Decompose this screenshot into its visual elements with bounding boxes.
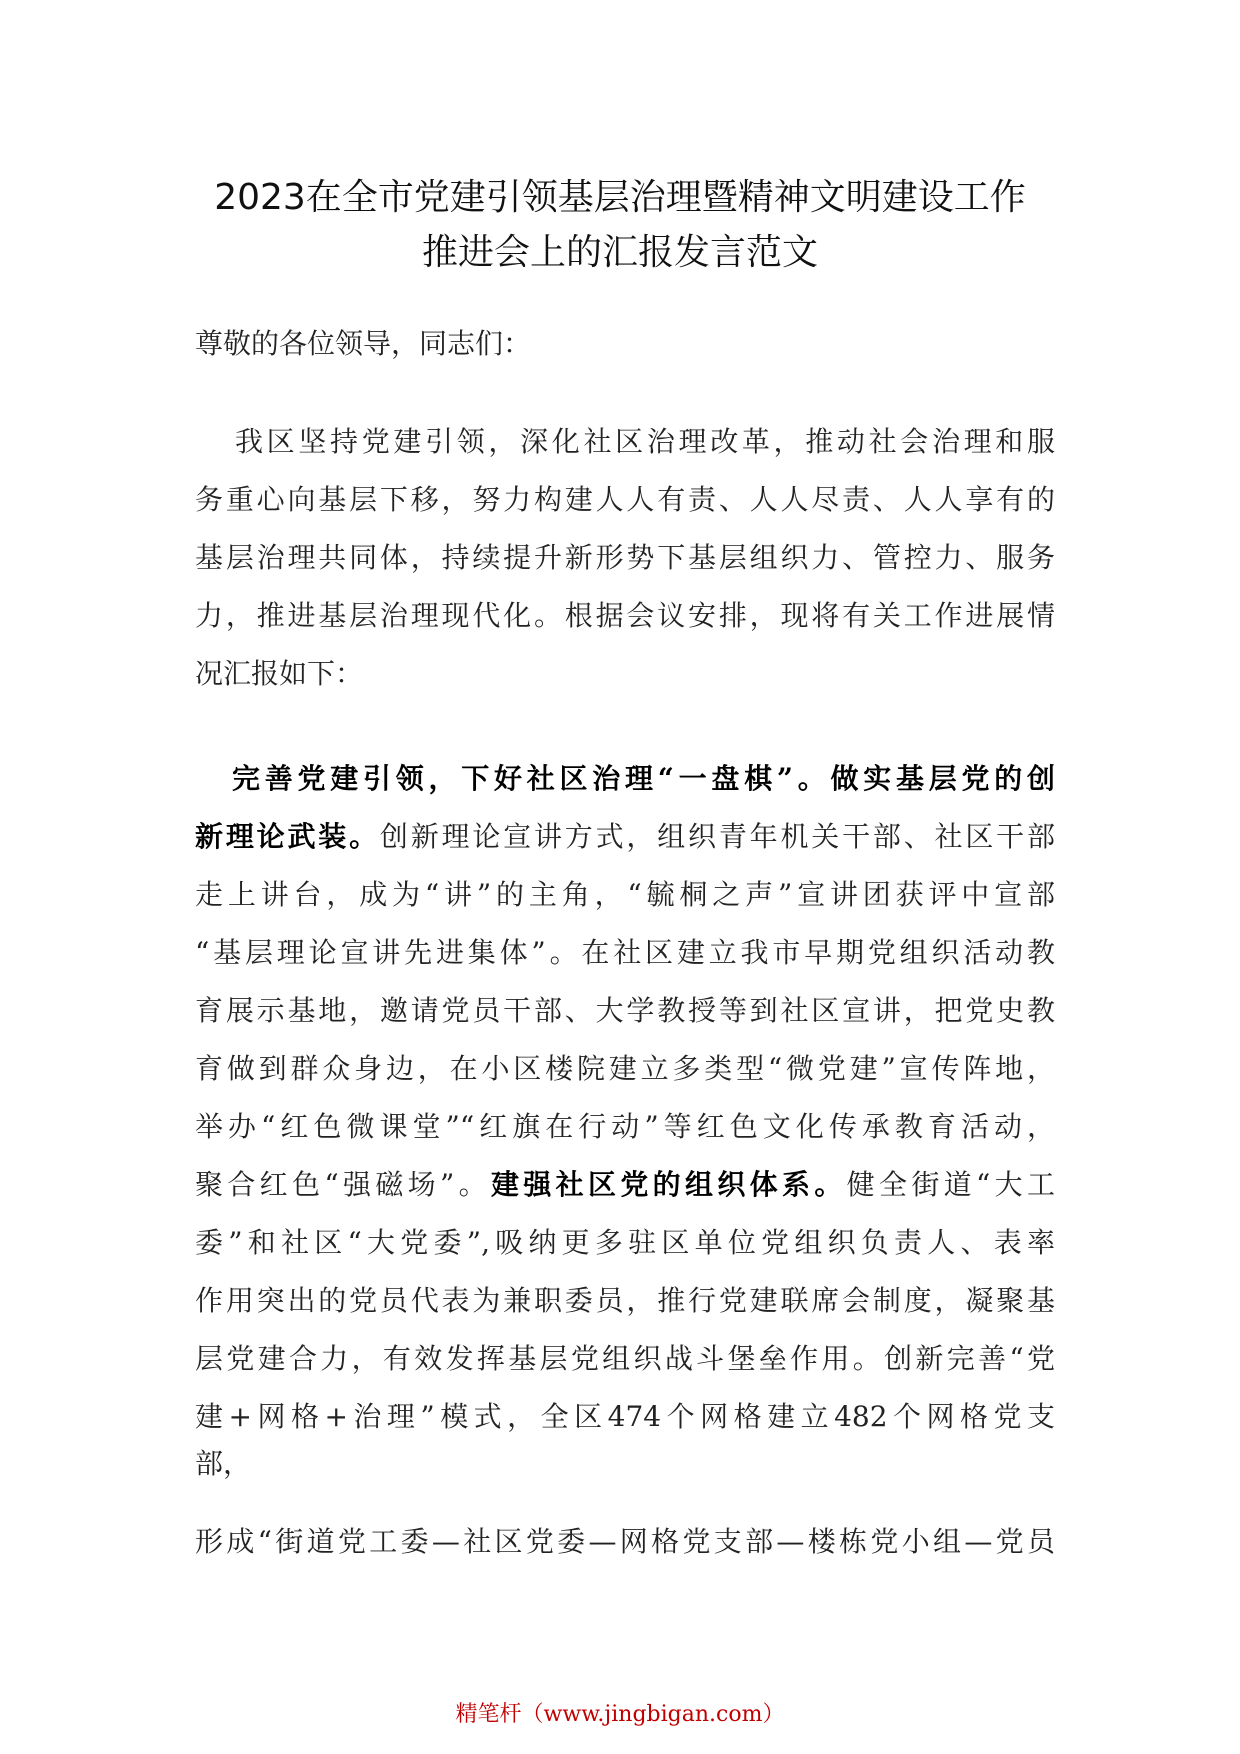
section-heading: 完善党建引领，下好社区治理“一盘棋”。做实基层党的创 [232, 762, 1055, 795]
subheading-organization: 建强社区党的组织体系。 [490, 1168, 847, 1201]
body-line: “基层理论宣讲先进集体”。在社区建立我市早期党组织活动教 [195, 936, 1055, 969]
doc-title-line-1: 2023在全市党建引领基层治理暨精神文明建设工作 [214, 177, 1026, 218]
doc-title-line-2: 推进会上的汇报发言范文 [421, 232, 818, 273]
intro-line: 力，推进基层治理现代化。根据会议安排，现将有关工作进展情 [195, 599, 1055, 632]
body-line: 育展示基地，邀请党员干部、大学教授等到社区宣讲，把党史教 [195, 994, 1055, 1027]
body-text: 健全街道“大工 [846, 1168, 1055, 1201]
body-line [195, 820, 1055, 853]
intro-line: 务重心向基层下移，努力构建人人有责、人人尽责、人人享有的 [195, 483, 1055, 516]
body-line: 走上讲台，成为“讲”的主角，“毓桐之声”宣讲团获评中宣部 [195, 878, 1055, 911]
body-line [195, 1168, 1055, 1201]
body-line: 举办“红色微课堂”“红旗在行动”等红色文化传承教育活动， [195, 1110, 1055, 1143]
body-text: 创新理论宣讲方式，组织青年机关干部、社区干部 [379, 820, 1055, 853]
body-line: 层党建合力，有效发挥基层党组织战斗堡垒作用。创新完善“党 [195, 1342, 1055, 1375]
subheading-theory: 新理论武装。 [195, 820, 380, 853]
footer-watermark: 精笔杆（www.jingbigan.com） [455, 1702, 785, 1727]
body-line: 形成“街道党工委—社区党委—网格党支部—楼栋党小组—党员 [195, 1525, 1055, 1558]
intro-line: 我区坚持党建引领，深化社区治理改革，推动社会治理和服 [235, 425, 1055, 458]
body-line: 部， [195, 1447, 252, 1480]
body-line: 作用突出的党员代表为兼职委员，推行党建联席会制度，凝聚基 [195, 1284, 1055, 1317]
body-line: 建+网格+治理”模式，全区474个网格建立482个网格党支 [195, 1400, 1055, 1433]
body-text: 聚合红色“强磁场”。 [195, 1168, 491, 1201]
intro-line: 况汇报如下： [195, 657, 364, 690]
body-line: 委”和社区“大党委”,吸纳更多驻区单位党组织负责人、表率 [195, 1226, 1055, 1259]
body-line: 育做到群众身边，在小区楼院建立多类型“微党建”宣传阵地， [195, 1052, 1055, 1085]
salutation: 尊敬的各位领导，同志们： [195, 327, 532, 360]
intro-line: 基层治理共同体，持续提升新形势下基层组织力、管控力、服务 [195, 541, 1055, 574]
